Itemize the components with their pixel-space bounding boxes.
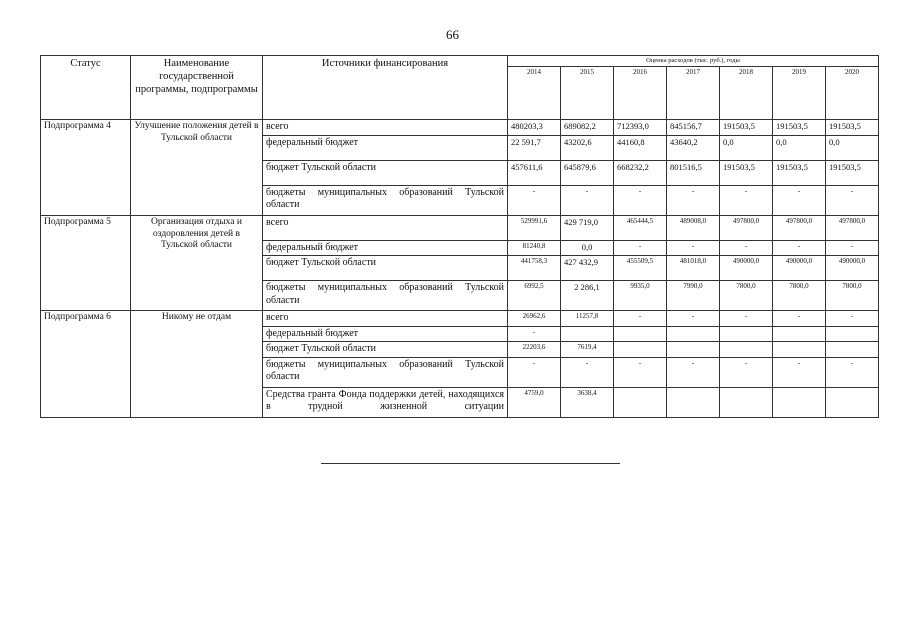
value-cell: - [720,185,773,215]
subprogram-name-cell: Организация отдыха и оздоровления детей в Тульской области [131,215,263,311]
value-cell: 668232,2 [614,160,667,185]
table-row [41,215,879,240]
value-cell [667,387,720,417]
value-cell: 481018,0 [667,256,720,281]
value-cell: - [826,357,879,387]
source-cell: всего [263,215,508,240]
value-cell: - [508,357,561,387]
header-year: 2014 [508,67,561,120]
value-cell: 490000,0 [826,256,879,281]
value-cell [720,326,773,342]
value-cell: - [614,240,667,256]
value-cell [667,342,720,358]
value-cell [826,326,879,342]
value-cell: - [720,240,773,256]
value-cell [667,326,720,342]
table-row [41,120,879,136]
divider-line [321,463,620,464]
value-cell: - [561,185,614,215]
value-cell: - [614,357,667,387]
value-cell: 191503,5 [826,160,879,185]
value-cell: 81240,8 [508,240,561,256]
value-cell: 7800,0 [720,281,773,311]
value-cell: - [508,185,561,215]
value-cell: - [773,357,826,387]
value-cell: 6992,5 [508,281,561,311]
source-cell: бюджеты муниципальных образований Тульской области [263,357,508,387]
status-cell: Подпрограмма 6 [41,311,131,418]
value-cell [614,342,667,358]
value-cell: 9935,0 [614,281,667,311]
source-cell: бюджеты муниципальных образований Тульской области [263,281,508,311]
value-cell: 7800,0 [826,281,879,311]
value-cell: 2 286,1 [561,281,614,311]
value-cell: - [720,357,773,387]
value-cell: - [773,185,826,215]
value-cell: - [667,185,720,215]
source-cell: бюджеты муниципальных образований Тульской области [263,185,508,215]
value-cell: 489008,0 [667,215,720,240]
value-cell: 7619,4 [561,342,614,358]
header-year: 2015 [561,67,614,120]
value-cell: 191503,5 [720,160,773,185]
value-cell: 490000,0 [773,256,826,281]
header-program-name: Наименование государственной программы, подпрограммы [131,56,263,120]
value-cell: 4759,0 [508,387,561,417]
value-cell: - [508,326,561,342]
value-cell: 465444,5 [614,215,667,240]
header-status: Статус [41,56,131,120]
value-cell: - [667,357,720,387]
page-number: 66 [446,27,459,42]
value-cell [826,387,879,417]
value-cell: 0,0 [561,240,614,256]
source-cell: Средства гранта Фонда поддержки детей, находящихся в трудной жизненной ситуации [263,387,508,417]
value-cell: 0,0 [720,135,773,160]
value-cell: 22203,6 [508,342,561,358]
value-cell: 441758,3 [508,256,561,281]
value-cell: 0,0 [773,135,826,160]
value-cell: 455509,5 [614,256,667,281]
value-cell: 712393,0 [614,120,667,136]
value-cell [773,326,826,342]
value-cell [561,326,614,342]
value-cell: - [826,311,879,327]
source-cell: федеральный бюджет [263,240,508,256]
value-cell: - [667,311,720,327]
value-cell [614,326,667,342]
expenses-table [40,55,879,418]
value-cell: 7990,0 [667,281,720,311]
value-cell [614,387,667,417]
value-cell: 0,0 [826,135,879,160]
value-cell: - [773,240,826,256]
value-cell: - [614,311,667,327]
value-cell: 801516,5 [667,160,720,185]
value-cell: - [667,240,720,256]
value-cell: 11257,8 [561,311,614,327]
header-year: 2017 [667,67,720,120]
value-cell: - [561,357,614,387]
value-cell: 44160,8 [614,135,667,160]
source-cell: федеральный бюджет [263,326,508,342]
value-cell: 191503,5 [773,160,826,185]
source-cell: бюджет Тульской области [263,160,508,185]
value-cell: 529991,6 [508,215,561,240]
value-cell: - [720,311,773,327]
value-cell: - [773,311,826,327]
status-cell: Подпрограмма 5 [41,215,131,311]
value-cell: 689082,2 [561,120,614,136]
value-cell: 845156,7 [667,120,720,136]
value-cell: 497800,0 [826,215,879,240]
status-cell: Подпрограмма 4 [41,120,131,216]
value-cell: 7800,0 [773,281,826,311]
header-year: 2020 [826,67,879,120]
value-cell: - [826,240,879,256]
value-cell: 191503,5 [720,120,773,136]
value-cell: 490000,0 [720,256,773,281]
value-cell [773,387,826,417]
value-cell: 427 432,9 [561,256,614,281]
value-cell [826,342,879,358]
value-cell: - [614,185,667,215]
value-cell: 43202,6 [561,135,614,160]
value-cell [720,387,773,417]
value-cell: 26962,6 [508,311,561,327]
value-cell [720,342,773,358]
header-year: 2018 [720,67,773,120]
value-cell [773,342,826,358]
value-cell: 22 591,7 [508,135,561,160]
value-cell: 429 719,0 [561,215,614,240]
source-cell: всего [263,311,508,327]
value-cell: 43640,2 [667,135,720,160]
source-cell: всего [263,120,508,136]
value-cell: 191503,5 [773,120,826,136]
header-sources: Источники финансирования [263,56,508,120]
value-cell: 497800,0 [773,215,826,240]
value-cell: 191503,5 [826,120,879,136]
source-cell: бюджет Тульской области [263,342,508,358]
header-year: 2019 [773,67,826,120]
value-cell: 457611,6 [508,160,561,185]
header-expenses: Оценка расходов (тыс. руб.), годы [508,56,879,67]
value-cell: - [826,185,879,215]
value-cell: 645879,6 [561,160,614,185]
source-cell: федеральный бюджет [263,135,508,160]
table-row [41,311,879,327]
subprogram-name-cell: Никому не отдам [131,311,263,418]
value-cell: 3638,4 [561,387,614,417]
value-cell: 497800,0 [720,215,773,240]
subprogram-name-cell: Улучшение положения детей в Тульской области [131,120,263,216]
source-cell: бюджет Тульской области [263,256,508,281]
header-year: 2016 [614,67,667,120]
value-cell: 480203,3 [508,120,561,136]
